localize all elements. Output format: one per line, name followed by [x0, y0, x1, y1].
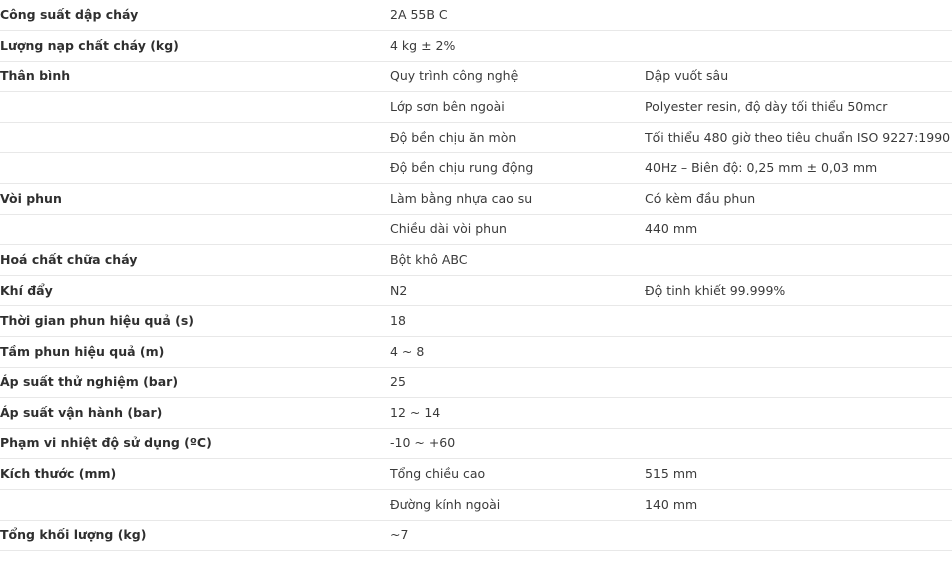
row-label: Thân bình — [0, 68, 71, 84]
row-attribute: Đường kính ngoài — [390, 496, 501, 512]
row-value — [645, 0, 952, 31]
table-row — [0, 153, 952, 184]
row-value: 440 mm — [645, 221, 698, 237]
row-attribute: Lớp sơn bên ngoài — [390, 98, 505, 114]
row-attribute: Độ bền chịu rung động — [390, 160, 534, 176]
row-label: Thời gian phun hiệu quả (s) — [0, 313, 194, 329]
table-row — [0, 306, 952, 337]
row-label — [0, 122, 390, 153]
row-value — [645, 398, 952, 429]
table-row — [0, 459, 952, 490]
row-value: 140 mm — [645, 496, 698, 512]
row-label: Vòi phun — [0, 190, 62, 206]
row-attribute: 25 — [390, 374, 406, 390]
row-value — [645, 306, 952, 337]
row-attribute: Độ bền chịu ăn mòn — [390, 129, 517, 145]
row-label: Áp suất vận hành (bar) — [0, 404, 163, 420]
row-label — [0, 153, 390, 184]
row-value — [645, 520, 952, 551]
table-row — [0, 214, 952, 245]
table-row — [0, 245, 952, 276]
row-value — [645, 31, 952, 62]
row-attribute: ~7 — [390, 527, 409, 543]
row-value — [645, 367, 952, 398]
row-value: 515 mm — [645, 466, 698, 482]
row-attribute: Làm bằng nhựa cao su — [390, 190, 533, 206]
row-attribute: Bột khô ABC — [390, 251, 468, 267]
table-row — [0, 31, 952, 62]
table-row — [0, 337, 952, 368]
table-row — [0, 0, 952, 31]
table-row — [0, 61, 952, 92]
row-attribute: N2 — [390, 282, 408, 298]
row-attribute: 4 kg ± 2% — [390, 37, 456, 53]
row-label: Hoá chất chữa cháy — [0, 251, 138, 267]
row-label: Khí đẩy — [0, 282, 53, 298]
row-label — [0, 490, 390, 521]
row-attribute: Tổng chiều cao — [390, 466, 486, 482]
row-label — [0, 214, 390, 245]
row-value — [645, 337, 952, 368]
row-label: Tầm phun hiệu quả (m) — [0, 343, 165, 359]
row-attribute: Quy trình công nghệ — [390, 68, 519, 84]
row-value: Polyester resin, độ dày tối thiểu 50mcr — [645, 98, 888, 114]
row-value: Có kèm đầu phun — [645, 190, 756, 206]
row-attribute: 4 ~ 8 — [390, 343, 425, 359]
row-value — [645, 245, 952, 276]
row-value: 40Hz – Biên độ: 0,25 mm ± 0,03 mm — [645, 160, 878, 176]
row-attribute: 18 — [390, 313, 406, 329]
row-attribute: 12 ~ 14 — [390, 404, 441, 420]
table-row — [0, 122, 952, 153]
row-attribute: -10 ~ +60 — [390, 435, 456, 451]
table-row — [0, 490, 952, 521]
row-label: Lượng nạp chất cháy (kg) — [0, 37, 179, 53]
row-value: Độ tinh khiết 99.999% — [645, 282, 786, 298]
row-label: Kích thước (mm) — [0, 466, 117, 482]
row-label — [0, 92, 390, 123]
table-row — [0, 275, 952, 306]
table-row — [0, 428, 952, 459]
row-label: Công suất dập cháy — [0, 6, 139, 22]
row-value: Tối thiểu 480 giờ theo tiêu chuẩn ISO 9227:1990 — [645, 129, 951, 145]
table-row — [0, 92, 952, 123]
row-label: Áp suất thử nghiệm (bar) — [0, 374, 179, 390]
table-row — [0, 367, 952, 398]
row-value — [645, 428, 952, 459]
row-attribute: 2A 55B C — [390, 6, 448, 22]
table-row — [0, 398, 952, 429]
row-label: Phạm vi nhiệt độ sử dụng (ºC) — [0, 435, 212, 451]
table-row — [0, 184, 952, 215]
row-label: Tổng khối lượng (kg) — [0, 527, 147, 543]
row-value: Dập vuốt sâu — [645, 68, 729, 84]
row-attribute: Chiều dài vòi phun — [390, 221, 507, 237]
table-row — [0, 520, 952, 551]
